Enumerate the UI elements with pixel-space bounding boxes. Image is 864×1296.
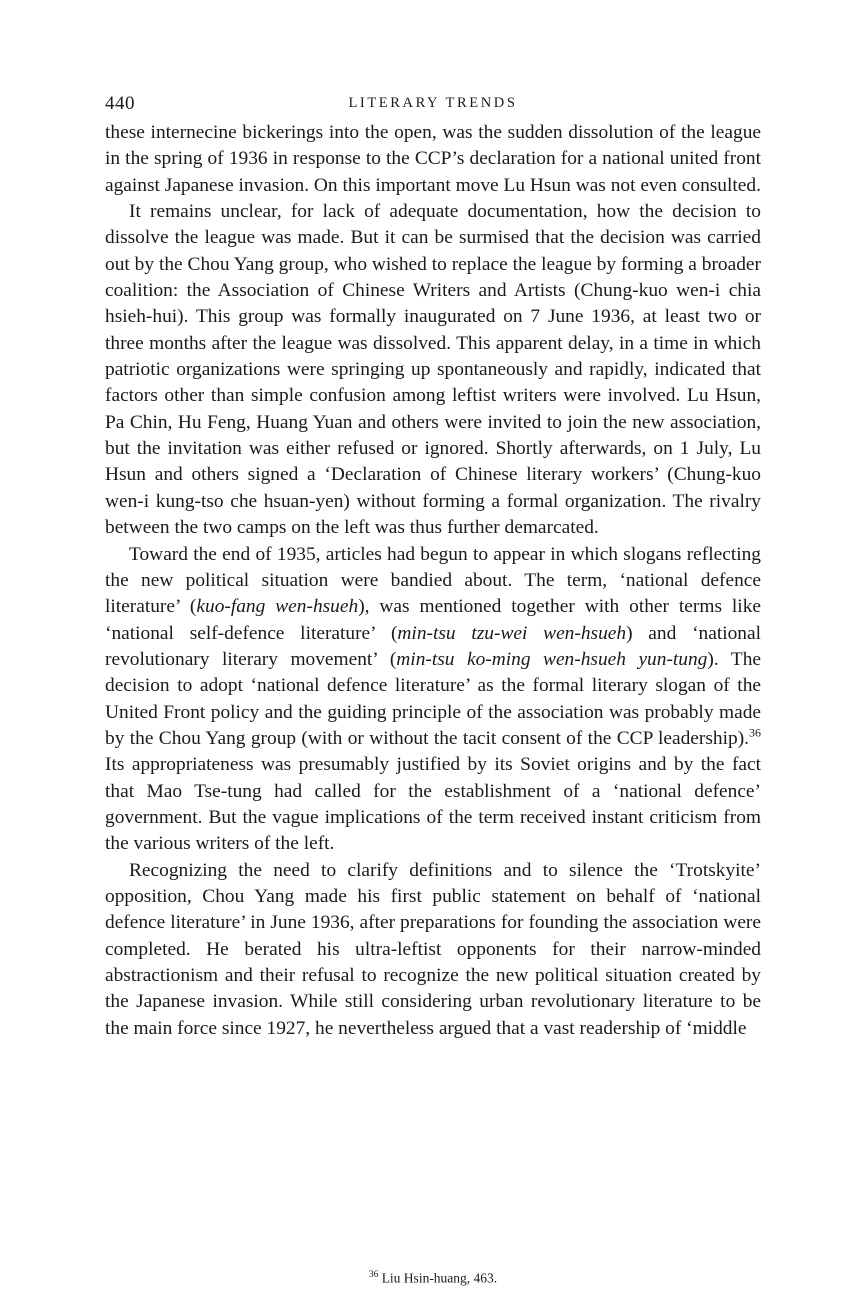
text-run: ) and ‘national revolutionary literary movement’ ( bbox=[105, 622, 761, 670]
text-run: ), was mentioned together with other terms like ‘national self-defence literature’ ( bbox=[105, 596, 761, 644]
running-head: LITERARY TRENDS bbox=[348, 95, 518, 111]
text-run: Its appropriateness was presumably justified by its Soviet origins and by the fact that Mao Tse-tung had called for the establishment of a ‘national defence’ government. But the vague implications of the term received instant criticism from the various writers of the left. bbox=[105, 754, 761, 855]
text-run: Recognizing the need to clarify definitions and to silence the ‘Trotskyite’ opposition, Chou Yang made his first public statement on behalf of ‘national defence literature’ in June 1936, after preparations for founding the association were completed. He berated his ultra-leftist opponents for their narrow-minded abstractionism and their refusal to recognize the new political situation created by the Japanese invasion. While still considering urban revolutionary literature to be the main force since 1927, he nevertheless argued that a vast readership of ‘middle bbox=[105, 859, 761, 1039]
page-header bbox=[105, 93, 761, 117]
text-run: these internecine bickerings into the open, was the sudden dissolution of the league in the spring of 1936 in response to the CCP’s declaration for a national united front against Japanese invasion. On this important move Lu Hsun was not even consulted. bbox=[105, 122, 761, 196]
text-run: Toward the end of 1935, articles had begun to appear in which slogans reflecting the new political situation were bandied about. The term, ‘national defence literature’ ( bbox=[105, 543, 761, 618]
footnote-text: Liu Hsin-huang, 463. bbox=[381, 1270, 498, 1286]
paragraph bbox=[105, 199, 761, 541]
italic-term: min-tsu ko-ming wen-hsueh yun-tung bbox=[396, 648, 708, 670]
paragraph bbox=[105, 542, 761, 858]
text-run: It remains unclear, for lack of adequate documentation, how the decision to dissolve the league was made. But it can be surmised that the decision was carried out by the Chou Yang group, who wished to replace the league by forming a broader coalition: the Association of Chinese Writers and Artists (Chung-kuo wen-i chia hsieh-hui). This group was formally inaugurated on 7 June 1936, at least two or three months after the league was dissolved. This apparent delay, in a time in which patriotic organizations were springing up spontaneously and rapidly, indicated that factors other than simple confusion among leftist writers were involved. Lu Hsun, Pa Chin, Hu Feng, Huang Yuan and others were invited to join the new association, but the invitation was either refused or ignored. Shortly afterwards, on 1 July, Lu Hsun and others signed a ‘Declaration of Chinese literary workers’ (Chung-kuo wen-i kung-tso che hsuan-yen) without forming a formal organization. The rivalry between the two camps on the left was thus further demarcated. bbox=[105, 201, 761, 539]
footnote-number: 36 bbox=[368, 1270, 379, 1280]
footnote-reference: 36 bbox=[749, 725, 761, 740]
paragraph bbox=[105, 858, 761, 1042]
text-run: ). The decision to adopt ‘national defence literature’ as the formal literary slogan of the United Front policy and the guiding principle of the association was probably made by the Chou Yang group (with or without the tacit consent of the CCP leadership). bbox=[105, 648, 761, 749]
italic-term: min-tsu tzu-wei wen-hsueh bbox=[397, 622, 627, 644]
footnote bbox=[105, 1270, 761, 1287]
italic-term: kuo-fang wen-hsueh bbox=[196, 596, 359, 618]
paragraph bbox=[105, 120, 761, 199]
body-text bbox=[105, 120, 761, 1042]
page-number: 440 bbox=[105, 93, 135, 114]
